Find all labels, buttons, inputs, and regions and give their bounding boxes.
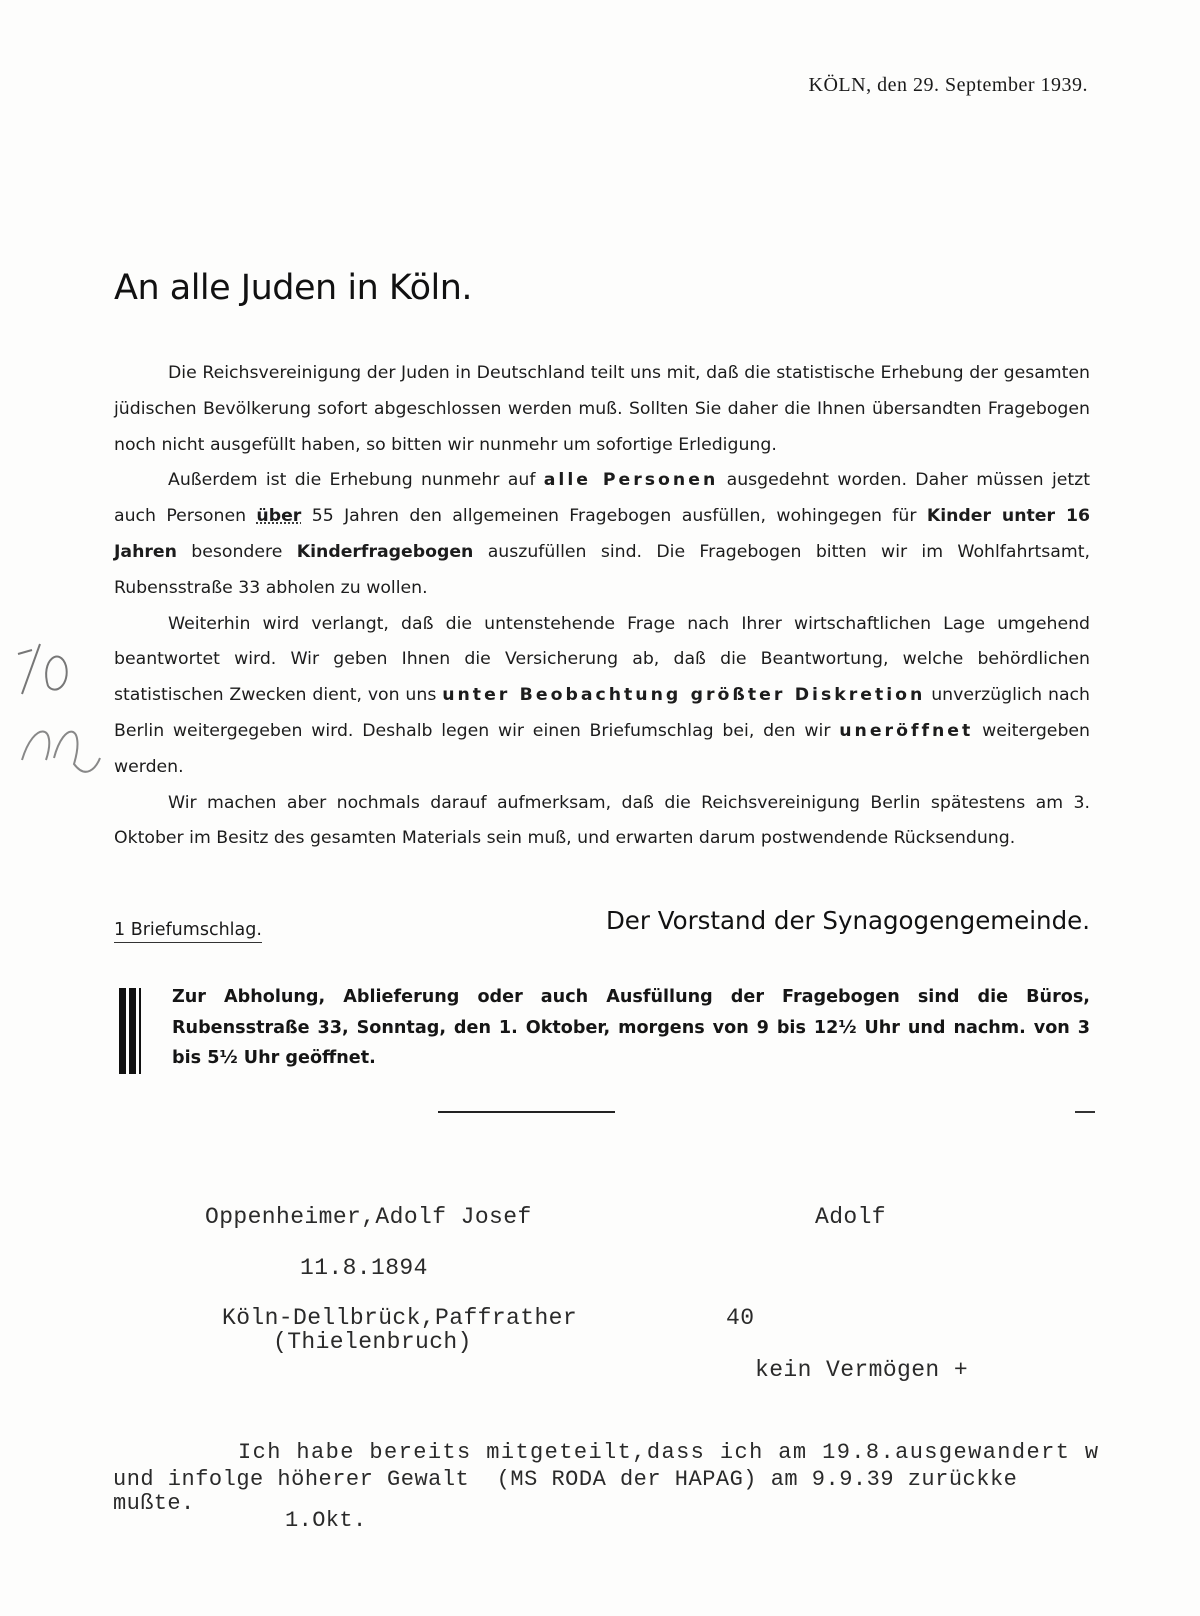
dateline: KÖLN, den 29. September 1939. [808,74,1088,96]
text: 55 Jahren den allgemeinen Fragebogen ausfüllen, wohingegen für [311,506,917,527]
paragraph-1: Die Reichsvereinigung der Juden in Deutschland teilt uns mit, daß die statistische Erhebung der gesamten jüdischen Bevölkerung sofort abgeschlossen werden muß. Sollten Sie daher die Ihnen übersandten Fragebogen noch nicht ausgefüllt haben, so bitten wir nunmehr um sofortige Erledigung. [114,363,1090,455]
typed-address: Köln-Dellbrück,Paffrather [222,1305,578,1331]
emphasis-unopened: uneröffnet [839,720,974,741]
text: besondere [191,541,283,562]
notice-marker [119,988,141,1074]
emphasis-children: Kinder unter 16 Jahren [114,506,1090,562]
emphasis-over: über [256,506,302,527]
typed-birth-date: 11.8.1894 [300,1255,428,1281]
signature: Der Vorstand der Synagogengemeinde. [605,906,1090,935]
typed-note-line-2: und infolge höherer Gewalt (MS RODA der HAPAG) am 9.9.39 zurückke [113,1467,1018,1492]
divider [438,1111,615,1113]
enclosure-note: 1 Briefumschlag. [114,920,262,943]
typed-number: 40 [726,1305,755,1331]
page-title: An alle Juden in Köln. [114,268,473,308]
emphasis-all-persons: alle Personen [543,470,719,491]
office-hours-notice: Zur Abholung, Ablieferung oder auch Ausfüllung der Fragebogen sind die Büros, Rubensstraße 33, Sonntag, den 1. Oktober, morgens von 9 bis 12½ Uhr und nachm. von 3 bis 5½ Uhr geöffnet. [172,987,1090,1069]
text: unverzüglich nach Berlin weitergegeben wird. Deshalb legen wir einen Briefumschlag bei, den wir [114,685,1090,741]
typed-first-name: Adolf [815,1204,887,1230]
typed-name: Oppenheimer,Adolf Josef [205,1204,532,1230]
typed-note-line-1: Ich habe bereits mitgeteilt,dass ich am 19.8.ausgewandert w [238,1440,1100,1465]
text: Außerdem ist die Erhebung nunmehr auf [168,470,536,491]
typed-note-date: 1.Okt. [285,1508,367,1533]
paragraph-2 [114,463,1090,606]
paragraph-3 [114,607,1090,786]
typed-address-2: (Thielenbruch) [273,1329,472,1355]
text: Weiterhin wird verlangt, daß die untenstehende Frage nach Ihrer wirtschaftlichen Lage umgehend beantwortet wird. Wir geben Ihnen die Versicherung ab, daß die Beantwortung, welche behördlichen statistischen Zwecken dient, von uns [114,613,1090,706]
emphasis-children-form: Kinderfragebogen [296,541,474,562]
handwritten-mark [0,640,110,820]
letter-body [114,356,1090,857]
paragraph-4: Wir machen aber nochmals darauf aufmerksam, daß die Reichsvereinigung Berlin spätestens am 3. Oktober im Besitz des gesamten Materials sein muß, und erwarten darum postwendende Rücksendung. [114,792,1090,849]
typed-note-line-3: mußte. [113,1491,195,1516]
text: ausgedehnt worden. Daher müssen jetzt auch Personen [114,470,1091,527]
emphasis-discretion: unter Beobachtung größter Diskretion [442,685,926,706]
text: auszufüllen sind. Die Fragebogen bitten wir im Wohlfahrtsamt, Rubensstraße 33 abholen zu wollen. [114,541,1090,598]
divider-short [1075,1111,1095,1113]
text: weitergeben werden. [114,720,1090,777]
typed-assets: kein Vermögen + [755,1357,969,1383]
